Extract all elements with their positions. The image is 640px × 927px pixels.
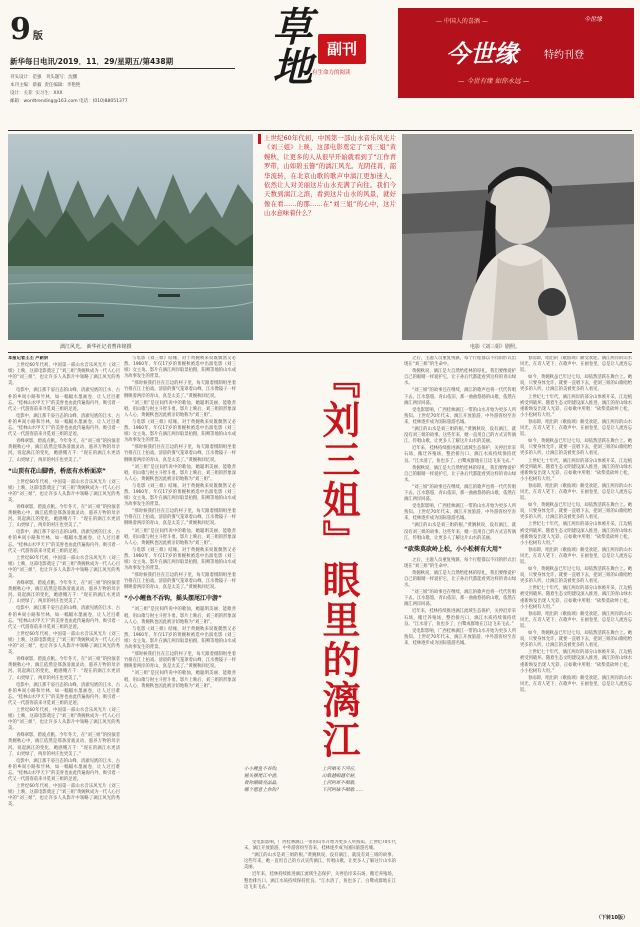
col2-paragraph-8: “那时候我们住在江边的村子里，每天跟着摄制组坐着竹排在江上拍戏。清晨的雾气笼罩着山峰，江水像镜子一样倒映着两岸的青山，真是太美了。”黄婉秋回忆说。 [124,509,236,527]
poem-left [244,766,318,794]
page-suffix: 版 [32,31,43,42]
col5-paragraph-8: 如今，黄婉秋虽已年过七旬，却依然活跃在舞台上。她说，只要身体允许，就要一直唱下去，把刘三姐的山歌唱给更多的人听，让漓江的美被更多的人看见。 [520,503,632,521]
karst-landscape-illustration [8,134,253,340]
col3-paragraph-2: “漓江的山水是刘三姐的根。”黄婉秋说，没有漓江，就没有刘三姐的故事。这些年来，她一直用自己的方式宣传漓江，传唱山歌，让更多人了解这片山水的美丽。 [244,853,396,871]
col1-paragraph-14: 青峰翠影，碧波点帆。今年冬天，在“刘三姐”的扮演者黄婉秋心中，漓江依然是那条清澈灵动、滋养万物的母亲河。说起漓江的变化，她感慨万千：“现在的漓江水更清了，山更绿了，两岸的村庄也更美了。” [8,733,120,757]
editor-1: 刊头设计：范强 [10,75,42,80]
col1-paragraph-12: 电影中，漓江那千姿百态的山峰、清澈见底的江水、古朴的乡间小路和竹林，如一幅幅水墨画卷，让人过目难忘。“桂林山水甲天下”的美誉也由此传遍海内外，吸引着一代又一代游客前来寻觅刘三姐的足迹。 [8,682,120,706]
masthead [0,0,640,130]
main-headline: 『刘三姐』眼里的漓江 [316,360,361,760]
poem-right-line-4: 下河阿妹不唱歌…… [322,788,364,793]
body-column-1 [8,356,120,920]
top-rule [8,130,632,131]
fukan-tagline: 有生命力的阅读 [312,70,351,76]
ad-logo: 今世缘 [584,16,603,23]
col1-paragraph-3: 青峰翠影，碧波点帆。今年冬天，在“刘三姐”的扮演者黄婉秋心中，漓江依然是那条清澈灵动、滋养万物的母亲河。说起漓江的变化，她感慨万千：“现在的漓江水更清了，山更绿了，两岸的村庄也更美了。” [8,439,120,463]
portrait-photo [402,134,634,340]
col4-paragraph-15: 受电影影响，广西桂林漓江一带的山水开始为更多人所熟知。上世纪70年代末，漓江开放旅游，中外游客纷至沓来，桂林逐步成为国际旅游名城。 [404,628,516,646]
intro-text: 上世纪60年代初，中国第一部山水音乐风光片《刘三姐》上映，这部电影奠定了“刘三姐”黄婉秋，让更多的人从很早开始就看到了“江作青罗带，山如碧玉簪”的漓江风光。光阴荏苒，韶华流转，在北京山歌的歌声中漓江更加迷人，依然让人对美丽这片山水充满了向往。我们今天数到漓江之滨，看到这片山水的风景，就好像在看……的那……在“刘三姐”的心中，这片山水意味着什么？ [264,135,396,218]
continued-note: （下转10版） [596,915,628,921]
poem-right-line-1: 上河唱来下河应， [322,767,359,772]
landscape-photo [8,134,253,340]
col3-paragraph-1: 受电影影响，广西桂林漓江一带的山水开始为更多人所熟知。上世纪70年代末，漓江开放旅游，中外游客纷至沓来，桂林逐步成为国际旅游名城。 [244,840,396,852]
editor-6: 实习生：XXX [35,91,63,96]
col2-paragraph-11: “那时候我们住在江边的村子里，每天跟着摄制组坐着竹排在江上拍戏。清晨的雾气笼罩着山峰，江水像镜子一样倒映着两岸的青山，真是太美了。”黄婉秋回忆说。 [124,573,236,591]
issue-line: 新华每日电讯/2019．11．29/星期五/第438期 [10,57,174,66]
editor-5: 设计：关菲 [10,91,33,96]
subhead-2: “小小鲤鱼不吞钩，摇头摆尾江中游” [124,595,222,603]
col2-paragraph-15: “刘三姐”是民间传说中的歌仙，她聪明美丽、能歌善唱，用山歌与财主斗智斗勇。影片上映后，刘三姐的形象深入人心，黄婉秋也因此被亲切地称为“刘三姐”。 [124,671,236,689]
col4-paragraph-9: 受电影影响，广西桂林漓江一带的山水开始为更多人所熟知。上世纪70年代末，漓江开放旅游，中外游客纷至沓来，桂林逐步成为国际旅游名城。 [404,504,516,522]
col2-paragraph-12: “刘三姐”是民间传说中的歌仙，她聪明美丽、能歌善唱，用山歌与财主斗智斗勇。影片上映后，刘三姐的形象深入人心，黄婉秋也因此被亲切地称为“刘三姐”。 [124,607,236,625]
col1-paragraph-9: 电影中，漓江那千姿百态的山峰、清澈见底的江水、古朴的乡间小路和竹林，如一幅幅水墨画卷，让人过目难忘。“桂林山水甲天下”的美誉也由此传遍海内外，吸引着一代又一代游客前来寻觅刘三姐的足迹。 [8,606,120,630]
col1-paragraph-2: 电影中，漓江那千姿百态的山峰、清澈见底的江水、古朴的乡间小路和竹林，如一幅幅水墨画卷，让人过目难忘。“桂林山水甲天下”的美誉也由此传遍海内外，吸引着一代又一代游客前来寻觅刘三姐的足迹。 [8,388,120,412]
col2-paragraph-13: 与电影《刘三姐》结缘，对于黄婉秋来说既偶然又必然。1960年，年仅17岁的黄婉秋被选中出演电影《刘三姐》女主角。影片在漓江两岸取景拍摄，阳朔等地的山水成为故事发生的背景。 [124,626,236,651]
poem-left-line-4: 哪个愿意上你钩？ [244,788,281,793]
contact-line: 邮箱：wordtrending@163.com 电话：(010)88051377 [10,99,128,104]
editor-list [10,74,235,106]
poem-left-line-3: 看你眼睛亮晶晶， [244,781,281,786]
col1-paragraph-5: 青峰翠影，碧波点帆。今年冬天，在“刘三姐”的扮演者黄婉秋心中，漓江依然是那条清澈灵动、滋养万物的母亲河。说起漓江的变化，她感慨万千：“现在的漓江水更清了，山更绿了，两岸的村庄也更美了。” [8,504,120,529]
col4-paragraph-3: “刘三姐”的故事还在继续，漓江的歌声也将一代代传唱下去。江水悠悠，青山依旧，那一曲曲悠扬的山歌，依然在漓江两岸回荡。 [404,388,516,406]
byline: 本报记者王丕 卢新妍 [8,356,49,361]
col4-paragraph-1: 之后，主题人员重复残骸，每个行程都以不同的形式出现在“刘三姐”的生命中。 [404,356,516,368]
intro-accent-bar [258,134,261,144]
body-column-5 [520,356,632,912]
col1-paragraph-1: 上世纪60年代初，中国第一部山水音乐风光片《刘三姐》上映，这部电影奠定了“刘三姐”黄婉秋成为一代人心目中的“刘三姐”，也让许多人从影片中领略了漓江风光的秀美。 [8,363,120,387]
col5-paragraph-15: 上世纪七十年代，漓江两岸的部分山体被开采，江边植被受到破坏。随着生态文明建设深入推进，漓江的青山绿水重新焕发出迷人光彩，正如歌中所唱：“砍柴莫砍岭上松，小小松树有大用。” [520,650,632,674]
sponsor-ad [398,8,634,98]
col2-paragraph-14: “那时候我们住在江边的村子里，每天跟着摄制组坐着竹排在江上拍戏。清晨的雾气笼罩着山峰，江水像镜子一样倒映着两岸的青山，真是太美了。”黄婉秋回忆说。 [124,652,236,670]
col2-paragraph-1: 与电影《刘三姐》结缘，对于黄婉秋来说既偶然又必然。1960年，年仅17岁的黄婉秋被选中出演电影《刘三姐》女主角。影片在漓江两岸取景拍摄，阳朔等地的山水成为故事发生的背景。 [124,356,236,380]
fukan-badge [318,34,366,64]
col5-paragraph-10: 春雨即，唱出的《歌仙颂》颇受欢迎。漓江两岸的山水风光，在诗人笔下、在歌声中、在画卷里，总是让人流连忘返。 [520,547,632,565]
editor-3: 本刊主编：蔡毅 [10,83,42,88]
col4-paragraph-6: 近年来，桂林持续推进漓江流域生态保护，关停沿岸采石场，搬迁养殖场，整治排污口，漓江水质持续保持优良。“江水清了，鱼也多了，白鹭成群地在江边飞来飞去。” [404,446,516,464]
col1-paragraph-13: 上世纪60年代初，中国第一部山水音乐风光片《刘三姐》上映，这部电影奠定了“刘三姐”黄婉秋成为一代人心目中的“刘三姐”，也让许多人从影片中领略了漓江风光的秀美。 [8,707,120,732]
col4-paragraph-10: “漓江的山水是刘三姐的根。”黄婉秋说，没有漓江，就没有刘三姐的故事。这些年来，她一直用自己的方式宣传漓江，传唱山歌，让更多人了解这片山水的美丽。 [404,523,516,541]
col1-paragraph-16: 上世纪60年代初，中国第一部山水音乐风光片《刘三姐》上映，这部电影奠定了“刘三姐”黄婉秋成为一代人心目中的“刘三姐”，也让许多人从影片中领略了漓江风光的秀美。 [8,784,120,808]
photo-rule [8,352,632,353]
col5-paragraph-11: 如今，黄婉秋虽已年过七旬，却依然活跃在舞台上。她说，只要身体允许，就要一直唱下去，把刘三姐的山歌唱给更多的人听，让漓江的美被更多的人看见。 [520,567,632,585]
page-title-calligraphy: 草地 [266,6,313,86]
col5-paragraph-5: 如今，黄婉秋虽已年过七旬，却依然活跃在舞台上。她说，只要身体允许，就要一直唱下去，把刘三姐的山歌唱给更多的人听，让漓江的美被更多的人看见。 [520,439,632,457]
fukan-label: 副刊 [326,40,357,58]
col1-paragraph-11: 青峰翠影，碧波点帆。今年冬天，在“刘三姐”的扮演者黄婉秋心中，漓江依然是那条清澈灵动、滋养万物的母亲河。说起漓江的变化，她感慨万千：“现在的漓江水更清了，山更绿了，两岸的村庄也更美了。” [8,657,120,681]
col5-paragraph-13: 春雨即，唱出的《歌仙颂》颇受欢迎。漓江两岸的山水风光，在诗人笔下、在歌声中、在画卷里，总是让人流连忘返。 [520,611,632,629]
col2-paragraph-9: “刘三姐”是民间传说中的歌仙，她聪明美丽、能歌善唱，用山歌与财主斗智斗勇。影片上映后，刘三姐的形象深入人心，黄婉秋也因此被亲切地称为“刘三姐”。 [124,528,236,546]
subhead-3: “砍柴莫砍岭上松，小小松树有大用” [404,545,502,553]
col2-paragraph-4: 与电影《刘三姐》结缘，对于黄婉秋来说既偶然又必然。1960年，年仅17岁的黄婉秋被选中出演电影《刘三姐》女主角。影片在漓江两岸取景拍摄，阳朔等地的山水成为故事发生的背景。 [124,419,236,444]
col1-paragraph-10: 上世纪60年代初，中国第一部山水音乐风光片《刘三姐》上映，这部电影奠定了“刘三姐”黄婉秋成为一代人心目中的“刘三姐”，也让许多人从影片中领略了漓江风光的秀美。 [8,631,120,656]
col4-paragraph-4: 受电影影响，广西桂林漓江一带的山水开始为更多人所熟知。上世纪70年代末，漓江开放旅游，中外游客纷至沓来，桂林逐步成为国际旅游名城。 [404,407,516,425]
subhead-1: “山顶有花山脚香，桥底有水桥面凉” [8,467,106,475]
col5-paragraph-9: 上世纪七十年代，漓江两岸的部分山体被开采，江边植被受到破坏。随着生态文明建设深入推进，漓江的青山绿水重新焕发出迷人光彩，正如歌中所唱：“砍柴莫砍岭上松，小小松树有大用。” [520,522,632,546]
col2-paragraph-2: “那时候我们住在江边的村子里，每天跟着摄制组坐着竹排在江上拍戏。清晨的雾气笼罩着山峰，江水像镜子一样倒映着两岸的青山，真是太美了。”黄婉秋回忆说。 [124,381,236,399]
col4-paragraph-2: 黄婉秋说，漓江是大自然给桂林的厚礼，我们要像爱护自己的眼睛一样爱护它，让子孙后代都能看到这样的青山绿水。 [404,369,516,387]
col1-paragraph-15: 电影中，漓江那千姿百态的山峰、清澈见底的江水、古朴的乡间小路和竹林，如一幅幅水墨画卷，让人过目难忘。“桂林山水甲天下”的美誉也由此传遍海内外，吸引着一代又一代游客前来寻觅刘三姐的足迹。 [8,758,120,782]
col1-paragraph-4: 上世纪60年代初，中国第一部山水音乐风光片《刘三姐》上映，这部电影奠定了“刘三姐”黄婉秋成为一代人心目中的“刘三姐”，也让许多人从影片中领略了漓江风光的秀美。 [8,479,120,503]
col2-paragraph-6: “刘三姐”是民间传说中的歌仙，她聪明美丽、能歌善唱，用山歌与财主斗智斗勇。影片上映后，刘三姐的形象深入人心，黄婉秋也因此被亲切地称为“刘三姐”。 [124,464,236,482]
col5-paragraph-12: 上世纪七十年代，漓江两岸的部分山体被开采，江边植被受到破坏。随着生态文明建设深入推进，漓江的青山绿水重新焕发出迷人光彩，正如歌中所唱：“砍柴莫砍岭上松，小小松树有大用。” [520,586,632,610]
col4-paragraph-8: “刘三姐”的故事还在继续，漓江的歌声也将一代代传唱下去。江水悠悠，青山依旧，那一曲曲悠扬的山歌，依然在漓江两岸回荡。 [404,484,516,503]
col4-paragraph-5: “漓江的山水是刘三姐的根。”黄婉秋说，没有漓江，就没有刘三姐的故事。这些年来，她一直用自己的方式宣传漓江，传唱山歌，让更多人了解这片山水的美丽。 [404,427,516,445]
page-number [10,12,43,47]
col5-paragraph-6: 上世纪七十年代，漓江两岸的部分山体被开采，江边植被受到破坏。随着生态文明建设深入推进，漓江的青山绿水重新焕发出迷人光彩，正如歌中所唱：“砍柴莫砍岭上松，小小松树有大用。” [520,458,632,482]
headline-column-text [244,840,396,920]
poem-left-line-1: 小小鲤鱼不吞钩， [244,767,281,772]
col5-paragraph-4: 春雨即，唱出的《歌仙颂》颇受欢迎。漓江两岸的山水风光，在诗人笔下、在歌声中、在画卷里，总是让人流连忘返。 [520,419,632,438]
poem-box [244,766,396,836]
col2-paragraph-3: “刘三姐”是民间传说中的歌仙，她聪明美丽、能歌善唱，用山歌与财主斗智斗勇。影片上映后，刘三姐的形象深入人心，黄婉秋也因此被亲切地称为“刘三姐”。 [124,400,236,418]
col5-paragraph-1: 春雨即，唱出的《歌仙颂》颇受欢迎。漓江两岸的山水风光，在诗人笔下、在歌声中、在画卷里，总是让人流连忘返。 [520,356,632,374]
col5-paragraph-2: 如今，黄婉秋虽已年过七旬，却依然活跃在舞台上。她说，只要身体允许，就要一直唱下去，把刘三姐的山歌唱给更多的人听，让漓江的美被更多的人看见。 [520,375,632,393]
ad-topline: — 中国人的喜酒 — [436,18,488,25]
ad-label: 特约刊登 [544,50,584,61]
poem-right-line-3: 上河阿哥不唱歌， [322,781,359,786]
intro-box [258,134,396,340]
poem-left-line-2: 摇头摆尾江中游， [244,774,281,779]
col4-paragraph-11: 之后，主题人员重复残骸，每个行程都以不同的形式出现在“刘三姐”的生命中。 [404,557,516,569]
col5-paragraph-14: 如今，黄婉秋虽已年过七旬，却依然活跃在舞台上。她说，只要身体允许，就要一直唱下去，把刘三姐的山歌唱给更多的人听，让漓江的美被更多的人看见。 [520,631,632,649]
masthead-divider [10,68,235,69]
headline-block [240,356,400,920]
editor-4: 责任编辑：李艳艳 [44,83,81,88]
col4-paragraph-12: 黄婉秋说，漓江是大自然给桂林的厚礼，我们要像爱护自己的眼睛一样爱护它，让子孙后代都能看到这样的青山绿水。 [404,570,516,589]
col4-paragraph-14: 近年来，桂林持续推进漓江流域生态保护，关停沿岸采石场，搬迁养殖场，整治排污口，漓江水质持续保持优良。“江水清了，鱼也多了，白鹭成群地在江边飞来飞去。” [404,609,516,627]
col2-paragraph-5: “那时候我们住在江边的村子里，每天跟着摄制组坐着竹排在江上拍戏。清晨的雾气笼罩着山峰，江水像镜子一样倒映着两岸的青山，真是太美了。”黄婉秋回忆说。 [124,445,236,463]
col1-paragraph-2b: 电影中，漓江那千姿百态的山峰、清澈见底的江水、古朴的乡间小路和竹林，如一幅幅水墨画卷，让人过目难忘。“桂林山水甲天下”的美誉也由此传遍海内外，吸引着一代又一代游客前来寻觅刘三姐的足迹。 [8,413,120,438]
page-number-digit: 9 [10,12,31,47]
poem-right [322,766,396,794]
editor-2: 刊头题写：沈鹏 [45,75,78,80]
col3-paragraph-3: 近年来，桂林持续推进漓江流域生态保护，关停沿岸采石场，搬迁养殖场，整治排污口，漓江水质持续保持优良。“江水清了，鱼也多了，白鹭成群地在江边飞来飞去。” [244,872,396,890]
body-column-2 [124,356,236,920]
ad-slogan: — 今世有缘 如你永远 — [458,77,530,85]
portrait-caption: 电影《刘三姐》剧照。 [470,344,521,350]
col5-paragraph-3: 上世纪七十年代，漓江两岸的部分山体被开采，江边植被受到破坏。随着生态文明建设深入推进，漓江的青山绿水重新焕发出迷人光彩，正如歌中所唱：“砍柴莫砍岭上松，小小松树有大用。” [520,394,632,418]
body-column-4 [404,356,516,920]
col5-paragraph-16: 春雨即，唱出的《歌仙颂》颇受欢迎。漓江两岸的山水风光，在诗人笔下、在歌声中、在画卷里，总是让人流连忘返。 [520,675,632,693]
col5-paragraph-7: 春雨即，唱出的《歌仙颂》颇受欢迎。漓江两岸的山水风光，在诗人笔下、在歌声中、在画卷里，总是让人流连忘返。 [520,483,632,502]
col4-paragraph-7: 黄婉秋说，漓江是大自然给桂林的厚礼，我们要像爱护自己的眼睛一样爱护它，让子孙后代都能看到这样的青山绿水。 [404,465,516,483]
col2-paragraph-7: 与电影《刘三姐》结缘，对于黄婉秋来说既偶然又必然。1960年，年仅17岁的黄婉秋被选中出演电影《刘三姐》女主角。影片在漓江两岸取景拍摄，阳朔等地的山水成为故事发生的背景。 [124,483,236,508]
film-still-illustration [402,134,634,340]
col1-paragraph-7: 上世纪60年代初，中国第一部山水音乐风光片《刘三姐》上映，这部电影奠定了“刘三姐”黄婉秋成为一代人心目中的“刘三姐”，也让许多人从影片中领略了漓江风光的秀美。 [8,555,120,579]
col1-paragraph-8: 青峰翠影，碧波点帆。今年冬天，在“刘三姐”的扮演者黄婉秋心中，漓江依然是那条清澈灵动、滋养万物的母亲河。说起漓江的变化，她感慨万千：“现在的漓江水更清了，山更绿了，两岸的村庄也更美了。” [8,581,120,605]
landscape-caption: 漓江风光。 新华社记者曹祎铭摄 [60,344,132,350]
col2-paragraph-10: 与电影《刘三姐》结缘，对于黄婉秋来说既偶然又必然。1960年，年仅17岁的黄婉秋被选中出演电影《刘三姐》女主角。影片在漓江两岸取景拍摄，阳朔等地的山水成为故事发生的背景。 [124,547,236,572]
col1-paragraph-6: 电影中，漓江那千姿百态的山峰、清澈见底的江水、古朴的乡间小路和竹林，如一幅幅水墨画卷，让人过目难忘。“桂林山水甲天下”的美誉也由此传遍海内外，吸引着一代又一代游客前来寻觅刘三姐的足迹。 [8,530,120,554]
col4-paragraph-13: “刘三姐”的故事还在继续，漓江的歌声也将一代代传唱下去。江水悠悠，青山依旧，那一曲曲悠扬的山歌，依然在漓江两岸回荡。 [404,590,516,608]
ad-brand: 今世缘 [446,39,518,68]
poem-right-line-2: 山歌越唱越年轻， [322,774,359,779]
